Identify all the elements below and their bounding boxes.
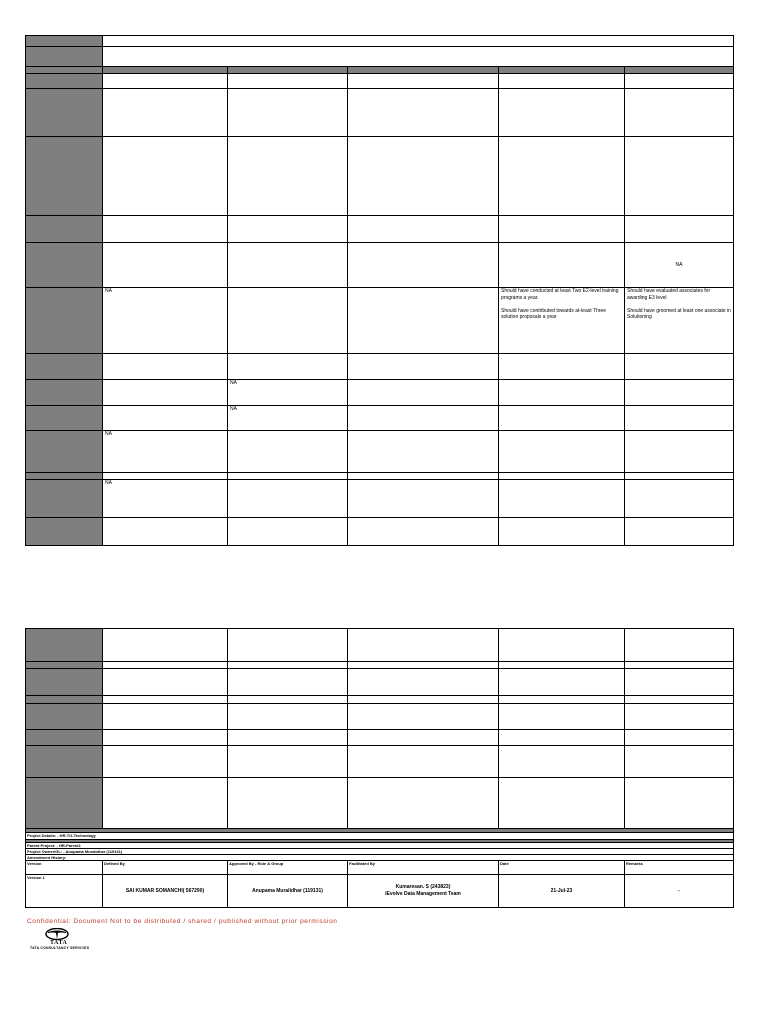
competency-cell bbox=[103, 89, 228, 137]
competency2-cell bbox=[103, 696, 228, 704]
competency-cell bbox=[625, 431, 734, 473]
competency2-cell bbox=[625, 696, 734, 704]
competency-cell bbox=[499, 89, 625, 137]
competency2-row bbox=[26, 778, 734, 830]
competency-cell bbox=[348, 380, 499, 406]
competency2-row-header bbox=[26, 696, 103, 704]
competency-cell bbox=[228, 89, 348, 137]
competency2-cell bbox=[625, 730, 734, 746]
competency-row bbox=[26, 89, 734, 137]
competency-row bbox=[26, 518, 734, 546]
competency2-row bbox=[26, 669, 734, 696]
competency-cell bbox=[228, 431, 348, 473]
competency2-cell bbox=[228, 696, 348, 704]
competency2-cell bbox=[348, 662, 499, 669]
competency-cell bbox=[228, 216, 348, 243]
competency2-cell bbox=[103, 662, 228, 669]
competency-cell bbox=[348, 431, 499, 473]
competency-cell bbox=[625, 137, 734, 216]
competency-row-header bbox=[26, 137, 103, 216]
competency2-cell bbox=[499, 778, 625, 830]
competency-cell bbox=[348, 480, 499, 518]
competency2-row bbox=[26, 629, 734, 662]
competency-cell bbox=[625, 216, 734, 243]
amendment-history: Amendment History: bbox=[26, 855, 734, 861]
competency-cell: Should have evaluated associates for awarding E3 level Should have groomed at least one associate in Solutioning bbox=[625, 288, 734, 354]
competency-row bbox=[26, 137, 734, 216]
competency-row-header bbox=[26, 518, 103, 546]
competency-row-header bbox=[26, 473, 103, 480]
competency2-cell bbox=[348, 696, 499, 704]
competency2-row-header bbox=[26, 704, 103, 730]
competency-cell bbox=[499, 406, 625, 431]
competency2-cell bbox=[625, 704, 734, 730]
document-footer-table bbox=[25, 828, 734, 908]
competency-cell bbox=[348, 288, 499, 354]
competency2-cell bbox=[499, 662, 625, 669]
competency-cell bbox=[103, 518, 228, 546]
competency-row-header bbox=[26, 354, 103, 380]
competency-cell: NA bbox=[103, 480, 228, 518]
competency2-cell bbox=[625, 629, 734, 662]
competency-row bbox=[26, 216, 734, 243]
competency-row-header bbox=[26, 243, 103, 288]
project-owner: Project Owner/GL: - Anupama Muralidhar (119131) bbox=[26, 849, 734, 855]
competency-table bbox=[25, 35, 734, 546]
competency-table-2 bbox=[25, 628, 734, 830]
date-value: 21-Jul-23 bbox=[499, 875, 625, 908]
competency-cell bbox=[625, 518, 734, 546]
competency2-row-header bbox=[26, 629, 103, 662]
competency-cell: NA bbox=[103, 431, 228, 473]
competency2-cell bbox=[499, 746, 625, 778]
competency2-cell bbox=[228, 629, 348, 662]
competency2-cell bbox=[348, 704, 499, 730]
competency-row bbox=[26, 431, 734, 473]
competency2-cell bbox=[499, 696, 625, 704]
competency-cell bbox=[499, 74, 625, 89]
header-date: Date bbox=[499, 861, 625, 875]
competency2-cell bbox=[228, 746, 348, 778]
competency-cell bbox=[348, 74, 499, 89]
competency-cell bbox=[103, 380, 228, 406]
competency-row-header bbox=[26, 47, 103, 67]
competency2-cell bbox=[348, 778, 499, 830]
competency-cell: NA bbox=[625, 243, 734, 288]
competency-cell bbox=[103, 47, 734, 67]
competency-cell bbox=[499, 431, 625, 473]
competency-cell bbox=[625, 406, 734, 431]
competency-cell bbox=[499, 518, 625, 546]
competency-cell bbox=[228, 288, 348, 354]
competency-row bbox=[26, 473, 734, 480]
competency-row bbox=[26, 74, 734, 89]
competency-row bbox=[26, 406, 734, 431]
competency-cell bbox=[103, 354, 228, 380]
competency-cell bbox=[228, 137, 348, 216]
logo-brand: TATA bbox=[50, 940, 68, 946]
competency2-cell bbox=[103, 730, 228, 746]
competency2-cell bbox=[103, 669, 228, 696]
competency-cell bbox=[499, 216, 625, 243]
competency-cell bbox=[348, 89, 499, 137]
competency2-cell bbox=[348, 730, 499, 746]
competency2-cell bbox=[625, 778, 734, 830]
confidential-notice: Confidential: Document Not to be distributed / shared / published without prior permission bbox=[27, 918, 338, 925]
competency-row bbox=[26, 480, 734, 518]
company-logo bbox=[30, 928, 100, 950]
version-value: Version 1 bbox=[26, 875, 103, 908]
competency2-cell bbox=[348, 629, 499, 662]
header-version: Version bbox=[26, 861, 103, 875]
competency2-cell bbox=[103, 746, 228, 778]
competency-row bbox=[26, 354, 734, 380]
competency-cell bbox=[625, 354, 734, 380]
competency2-cell bbox=[348, 669, 499, 696]
competency-cell bbox=[348, 473, 499, 480]
competency-cell bbox=[625, 473, 734, 480]
competency-cell bbox=[103, 74, 228, 89]
competency-cell bbox=[499, 354, 625, 380]
competency-cell bbox=[625, 89, 734, 137]
competency-cell bbox=[625, 380, 734, 406]
competency2-cell bbox=[348, 746, 499, 778]
competency-cell bbox=[228, 74, 348, 89]
competency-cell bbox=[348, 354, 499, 380]
facilitated-by-team: iEvolve Data Management Team bbox=[385, 891, 461, 897]
competency-cell bbox=[228, 473, 348, 480]
competency-row bbox=[26, 243, 734, 288]
competency-cell bbox=[228, 518, 348, 546]
competency-row-header bbox=[26, 288, 103, 354]
competency2-row-header bbox=[26, 746, 103, 778]
competency2-cell bbox=[103, 629, 228, 662]
competency2-cell bbox=[228, 662, 348, 669]
competency2-cell bbox=[625, 669, 734, 696]
competency2-row-header bbox=[26, 778, 103, 830]
competency-cell bbox=[228, 67, 348, 74]
competency2-row bbox=[26, 704, 734, 730]
competency-row bbox=[26, 67, 734, 74]
competency-cell bbox=[348, 137, 499, 216]
header-remarks: Remarks bbox=[625, 861, 734, 875]
competency-cell bbox=[228, 354, 348, 380]
header-defined-by: Defined By bbox=[103, 861, 228, 875]
competency-cell bbox=[348, 406, 499, 431]
competency2-row-header bbox=[26, 669, 103, 696]
competency2-cell bbox=[103, 778, 228, 830]
competency-cell bbox=[228, 243, 348, 288]
parent-project: Parent Project: - HR-Parent1 bbox=[26, 843, 734, 849]
tata-logo-icon bbox=[44, 928, 70, 940]
competency-row-header bbox=[26, 216, 103, 243]
competency-cell bbox=[103, 36, 734, 47]
defined-by-value: SAI KUMAR SOMANCHI( 567290) bbox=[103, 875, 228, 908]
competency-cell bbox=[625, 480, 734, 518]
competency-row-header bbox=[26, 380, 103, 406]
competency-cell: NA bbox=[228, 380, 348, 406]
competency-row-header bbox=[26, 480, 103, 518]
logo-company-name: TATA CONSULTANCY SERVICES bbox=[30, 946, 90, 950]
competency-cell bbox=[103, 473, 228, 480]
competency2-row bbox=[26, 730, 734, 746]
competency-cell bbox=[103, 406, 228, 431]
competency2-cell bbox=[499, 704, 625, 730]
facilitated-by-name: Kumaresan. S (243823) bbox=[395, 884, 451, 890]
competency2-cell bbox=[228, 669, 348, 696]
competency2-cell bbox=[228, 778, 348, 830]
competency-cell bbox=[103, 67, 228, 74]
header-approved-by: Approved By - Role & Group bbox=[228, 861, 348, 875]
competency-row bbox=[26, 380, 734, 406]
competency2-cell bbox=[499, 730, 625, 746]
competency-cell bbox=[625, 74, 734, 89]
competency-row-header bbox=[26, 89, 103, 137]
competency-cell bbox=[103, 216, 228, 243]
competency2-cell bbox=[228, 704, 348, 730]
project-details: Project Details: - HR-TO-Technology bbox=[26, 833, 734, 840]
competency-row-header bbox=[26, 67, 103, 74]
competency-cell bbox=[499, 243, 625, 288]
competency2-cell bbox=[228, 730, 348, 746]
competency-cell bbox=[499, 67, 625, 74]
competency-cell bbox=[228, 480, 348, 518]
competency-cell bbox=[103, 137, 228, 216]
competency2-cell bbox=[625, 746, 734, 778]
competency-row-header bbox=[26, 36, 103, 47]
competency2-cell bbox=[499, 629, 625, 662]
competency2-row bbox=[26, 696, 734, 704]
competency-cell bbox=[499, 480, 625, 518]
competency-cell: NA bbox=[228, 406, 348, 431]
competency-cell bbox=[625, 67, 734, 74]
competency-row bbox=[26, 288, 734, 354]
competency-cell bbox=[348, 67, 499, 74]
competency-cell bbox=[348, 518, 499, 546]
competency-cell: NA bbox=[103, 288, 228, 354]
competency-cell bbox=[103, 243, 228, 288]
remarks-value: - bbox=[625, 875, 734, 908]
competency-row bbox=[26, 36, 734, 47]
competency-cell: Should have conducted at least Two E2-level training programs a year. Should have contributed towards at-least Three solution proposals a year bbox=[499, 288, 625, 354]
competency-row-header bbox=[26, 406, 103, 431]
competency-row bbox=[26, 47, 734, 67]
competency-cell bbox=[499, 137, 625, 216]
competency-cell bbox=[499, 380, 625, 406]
competency2-row bbox=[26, 746, 734, 778]
competency2-row bbox=[26, 662, 734, 669]
competency2-cell bbox=[625, 662, 734, 669]
competency2-row-header bbox=[26, 662, 103, 669]
competency-cell bbox=[348, 216, 499, 243]
header-facilitated-by: Facilitated By bbox=[348, 861, 499, 875]
competency2-cell bbox=[103, 704, 228, 730]
facilitated-by-value bbox=[348, 875, 499, 908]
competency-cell bbox=[499, 473, 625, 480]
approved-by-value: Anupama Muralidhar (119131) bbox=[228, 875, 348, 908]
competency2-cell bbox=[499, 669, 625, 696]
competency-row-header bbox=[26, 74, 103, 89]
competency2-row-header bbox=[26, 730, 103, 746]
competency-row-header bbox=[26, 431, 103, 473]
competency-cell bbox=[348, 243, 499, 288]
